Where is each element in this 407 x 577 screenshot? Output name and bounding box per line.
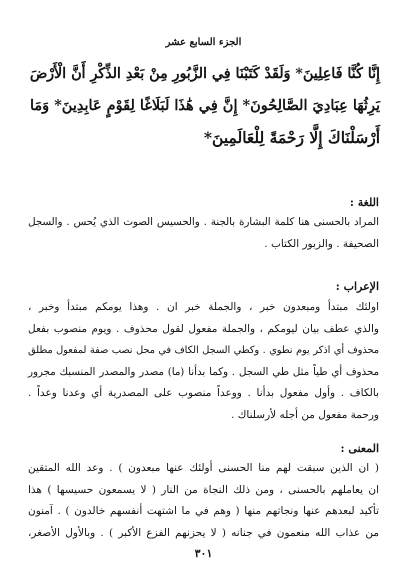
text-line: اولئك مبتدأ ومبعدون خبر ، والجملة خبر ان . وهذا يومكم مبتدأ وخبر ، xyxy=(28,301,379,313)
text-line: محذوف أي اذكر يوم نطوي . وكطي السجل الكاف في محل نصب صفة لمفعول مطلق xyxy=(28,345,379,356)
running-head: الجزء السابع عشر xyxy=(165,37,242,48)
quran-verse-line: إِنَّا كُنَّا فَاعِلِينَ* وَلَقَدْ كَتَبْنَا فِي الزَّبُورِ مِنْ بَعْدِ الذِّكْرِ أَنَّ الْأَرْضَ xyxy=(29,66,380,82)
text-line: المراد بالحسنى هنا كلمة البشارة بالجنة . والحسيس الصوت الذي يُحس . والسجل xyxy=(28,216,379,228)
text-line: والذي عطف بيان ليومكم ، والجملة مفعول لقول محذوف . ويوم منصوب بفعل xyxy=(28,322,379,335)
section-heading-maana: المعنى : xyxy=(340,442,379,455)
text-line: الصحيفة . والزبور الكتاب . xyxy=(264,237,379,250)
section-heading-lugha: اللغة : xyxy=(349,196,379,209)
section-body-irab xyxy=(28,297,379,426)
text-line: بالكاف . وأول مفعول بدأنا . ووعداً منصوب على المصدرية أي وعدنا وعداً . xyxy=(28,387,379,399)
page-number: ٣٠١ xyxy=(194,547,213,560)
quran-verse-block xyxy=(30,58,380,154)
quran-verse-line: يَرِثُهَا عِبَادِيَ الصَّالِحُونَ* إِنَّ فِي هَٰذَا لَبَلَاغًا لِقَوْمٍ عَابِدِينَ* وَمَا xyxy=(29,97,380,114)
text-line: تأكيد لبعدهم عنها ونجاتهم منها ( وهم في ما اشتهت أنفسهم خالدون ) . آمنون xyxy=(28,505,379,517)
text-line: من عذاب الله منعمون في جنانه ( لا يحزنهم الفزع الأكبر ) . وبالأول الأصغر، xyxy=(28,526,379,539)
section-heading-irab: الإعراب : xyxy=(335,280,379,293)
quran-verse-line: أَرْسَلْنَاكَ إِلَّا رَحْمَةً لِلْعَالَمِينَ* xyxy=(203,128,380,147)
text-line: ( ان الذين سبقت لهم منا الحسنى أولئك عنها مبعدون ) . وعد الله المتقين xyxy=(28,462,379,474)
section-body-maana xyxy=(28,458,379,544)
section-body-lugha xyxy=(28,212,379,255)
text-line: ورحمة مفعول من أجله لأرسلناك . xyxy=(231,408,379,421)
text-line: ان يعاملهم بالحسنى ، ومن ذلك النجاة من النار ( لا يسمعون حسيسها ) هذا xyxy=(28,483,379,496)
text-line: محذوف أي طياً مثل طي السجل . وكما بدأنا (ما) مصدر والمصدر المنسبك مجرور xyxy=(28,365,379,378)
